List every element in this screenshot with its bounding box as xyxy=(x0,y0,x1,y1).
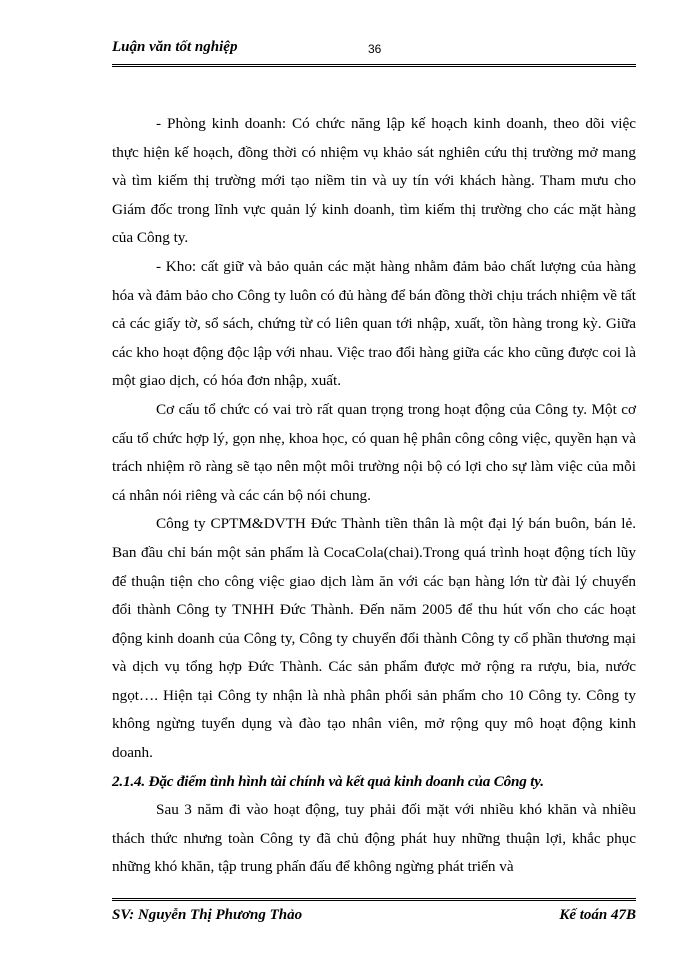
paragraph-company-history: Công ty CPTM&DVTH Đức Thành tiền thân là một đại lý bán buôn, bán lẻ. Ban đầu chỉ bán một sản phẩm là CocaCola(chai).Trong quá trình hoạt động tích lũy để thuận tiện cho công việc giao dịch làm ăn với các bạn hàng lớn từ đài lý chuyển đổi thành Công ty TNHH Đức Thành. Đến năm 2005 để thu hút vốn cho các hoạt động kinh doanh của Công ty, Công ty chuyển đổi thành Công ty cổ phần thương mại và dịch vụ tổng hợp Đức Thành. Các sản phẩm được mở rộng ra rượu, bia, nước ngọt…. Hiện tại Công ty nhận là nhà phân phối sản phẩm cho 10 Công ty. Công ty không ngừng tuyển dụng và đào tạo nhân viên, mở rộng quy mô hoạt động kinh doanh. xyxy=(112,515,636,762)
paragraph-org-structure: Cơ cấu tổ chức có vai trò rất quan trọng trong hoạt động của Công ty. Một cơ cấu tổ chức hợp lý, gọn nhẹ, khoa học, có quan hệ phân công công việc, quyền hạn và trách nhiệm rõ ràng sẽ tạo nên một môi trường nội bộ có lợi cho sự làm việc của mỗi cá nhân nói riêng và các cán bộ nói chung. xyxy=(112,400,636,504)
section-heading: 2.1.4. Đặc điểm tình hình tài chính và kết quả kinh doanh của Công ty. xyxy=(112,772,544,790)
paragraph-financial-intro: Sau 3 năm đi vào hoạt động, tuy phải đối mặt với nhiều khó khăn và nhiều thách thức nhưng toàn Công ty đã chủ động phát huy những thuận lợi, khắc phục những khó khăn, tập trung phấn đấu để không ngừng phát triển và xyxy=(112,801,636,876)
paragraph-warehouse: - Kho: cất giữ và bảo quản các mặt hàng nhằm đảm bảo chất lượng của hàng hóa và đảm bảo cho Công ty luôn có đủ hàng để bán đồng thời chịu trách nhiệm về tất cả các giấy tờ, sổ sách, chứng từ có liên quan tới nhập, xuất, tồn hàng trong kỳ. Giữa các kho hoạt động độc lập với nhau. Việc trao đổi hàng giữa các kho cũng được coi là một giao dịch, có hóa đơn nhập, xuất. xyxy=(112,257,636,390)
paragraph-sales-department: - Phòng kinh doanh: Có chức năng lập kế hoạch kinh doanh, theo dõi việc thực hiện kế hoạch, đồng thời có nhiệm vụ khảo sát nghiên cứu thị trường mở mang và tìm kiếm thị trường mới tạo niềm tin và uy tín với khách hàng. Tham mưu cho Giám đốc trong lĩnh vực quản lý kinh doanh, tìm kiếm thị trường cho các mặt hàng của Công ty. xyxy=(112,115,636,247)
page-header xyxy=(112,34,636,67)
page-footer xyxy=(112,898,636,929)
footer-class: Kế toán 47B xyxy=(559,907,636,923)
header-title: Luận văn tốt nghiệp xyxy=(112,39,238,55)
document-body xyxy=(112,110,636,882)
footer-author: SV: Nguyễn Thị Phương Thảo xyxy=(112,907,303,923)
page-number: 36 xyxy=(368,42,382,56)
